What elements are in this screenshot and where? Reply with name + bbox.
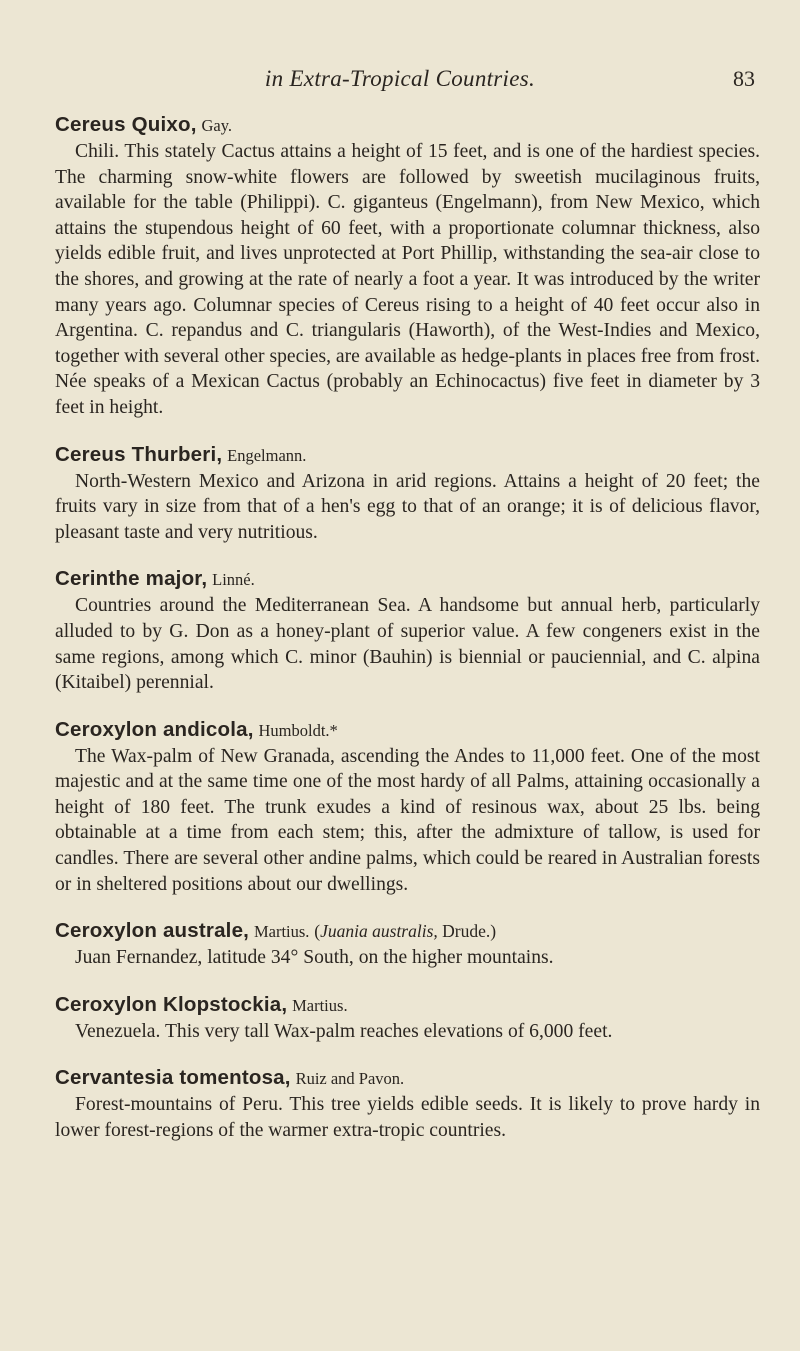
species-author: Martius. xyxy=(253,922,310,942)
species-author: Engelmann. xyxy=(227,445,307,465)
entry-ceroxylon-klopstockia xyxy=(55,992,760,1045)
species-author: Linné. xyxy=(212,570,255,590)
page-header xyxy=(0,66,800,96)
entry-cereus-thurberi xyxy=(55,442,760,546)
entry-description: Chili. This stately Cactus attains a height of 15 feet, and is one of the hardiest species. The charming snow-white flowers are followed by sweetish mucilaginous fruits, available for the table (Philippi). C. giganteus (Engelmann), from New Mexico, which attains the stupendous height of 60 feet, with a proportionate columnar thickness, also yields edible fruit, and lives unprotected at Port Phillip, withstanding the sea-air close to the shores, and growing at the rate of nearly a foot a year. It was introduced by the writer many years ago. Columnar species of Cereus rising to a height of 40 feet occur also in Argentina. C. repandus and C. triangularis (Haworth), of the West-Indies and Mexico, together with several other species, are available as hedge-plants in places free from frost. Née speaks of a Mexican Cactus (probably an Echinocactus) five feet in diameter by 3 feet in height. xyxy=(55,141,760,418)
species-name: Cereus Quixo, xyxy=(55,113,197,136)
entry-cereus-quixo xyxy=(55,112,760,421)
entry-ceroxylon-australe xyxy=(55,918,760,971)
entry-description: Venezuela. This very tall Wax-palm reaches elevations of 6,000 feet. xyxy=(75,1020,613,1042)
entry-heading xyxy=(55,918,760,945)
entry-heading xyxy=(55,566,760,593)
entry-cervantesia-tomentosa xyxy=(55,1065,760,1143)
entry-heading xyxy=(55,992,760,1019)
running-title: in Extra-Tropical Countries. xyxy=(264,66,536,91)
species-name: Cereus Thurberi, xyxy=(55,442,223,466)
entry-description: Juan Fernandez, latitude 34° South, on the higher mountains. xyxy=(75,947,554,969)
species-author: Gay. xyxy=(201,116,233,135)
synonym-author: Drude. xyxy=(442,921,491,942)
entry-description: North-Western Mexico and Arizona in arid regions. Attains a height of 20 feet; the fruits vary in size from that of a hen's egg to that of an orange; it is of delicious flavor, pleasant taste and very nutritious. xyxy=(55,470,760,543)
synonym: (Juania australis, Drude.) xyxy=(314,921,497,942)
entry-heading xyxy=(55,112,760,139)
species-author: Humboldt.* xyxy=(258,720,338,740)
entry-heading xyxy=(55,1065,760,1092)
entries-list xyxy=(55,112,760,1165)
species-name: Cerinthe major, xyxy=(55,567,208,591)
species-author: Ruiz and Pavon. xyxy=(295,1069,405,1089)
species-name: Ceroxylon Klopstockia, xyxy=(55,992,288,1016)
species-author: Martius. xyxy=(292,995,348,1015)
species-name: Cervantesia tomentosa, xyxy=(55,1066,291,1090)
entry-ceroxylon-andicola xyxy=(55,717,760,898)
entry-description: Forest-mountains of Peru. This tree yields edible seeds. It is likely to prove hardy in lower forest-regions of the warmer extra-tropic countries. xyxy=(55,1094,760,1142)
species-name: Ceroxylon australe, xyxy=(55,919,250,943)
species-name: Ceroxylon andicola, xyxy=(55,717,254,741)
page-number: 83 xyxy=(733,66,755,91)
entry-heading xyxy=(55,717,760,744)
entry-description: Countries around the Mediterranean Sea. A handsome but annual herb, particularly alluded to by G. Don as a honey-plant of superior value. A few congeners exist in the same regions, among which C. minor (Bauhin) is biennial or pauciennial, and C. alpina (Kitaibel) perennial. xyxy=(55,595,760,694)
synonym-name: Juania australis, xyxy=(320,921,438,942)
entry-description: The Wax-palm of New Granada, ascending the Andes to 11,000 feet. One of the most majestic and at the same time one of the most hardy of all Palms, attaining occasionally a height of 180 feet. The trunk exudes a kind of resinous wax, about 25 lbs. being obtainable at a time from each stem; this, after the admixture of tallow, is used for candles. There are several other andine palms, which could be reared in Australian forests or in sheltered positions about our dwellings. xyxy=(55,745,760,895)
entry-heading xyxy=(55,442,760,469)
entry-cerinthe-major xyxy=(55,566,760,695)
